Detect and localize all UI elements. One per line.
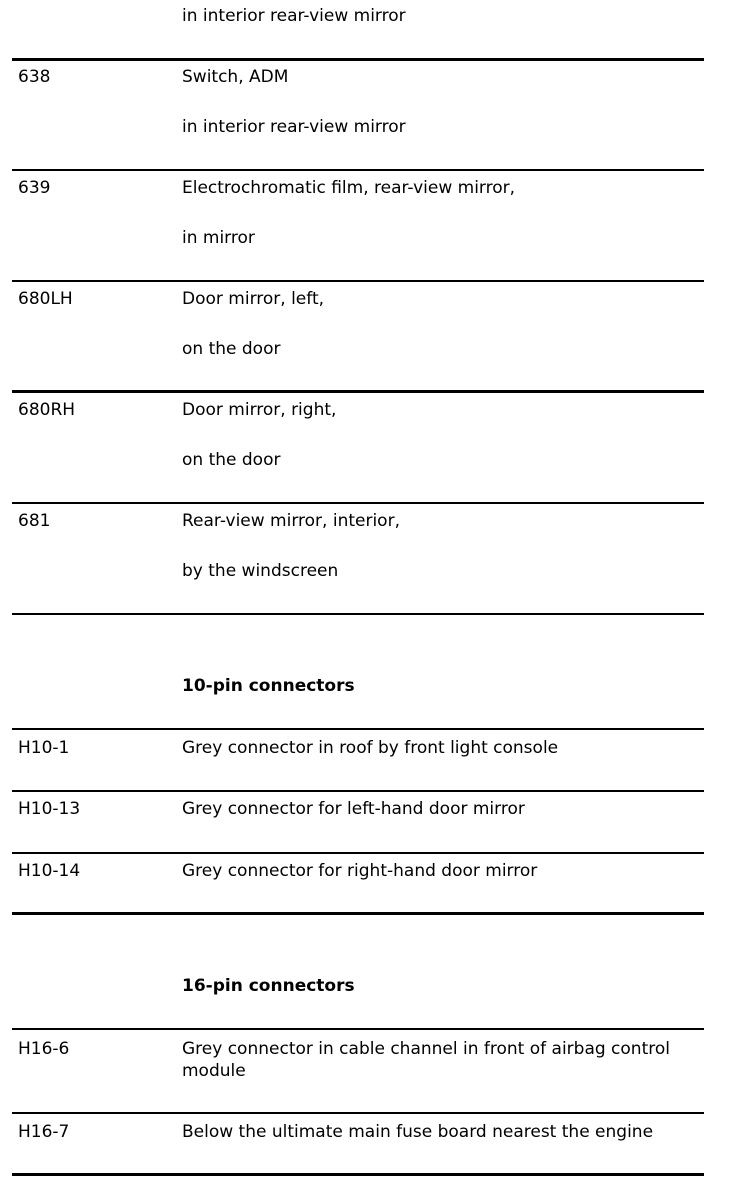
row-divider [12, 1112, 704, 1114]
component-location: on the door [182, 450, 281, 470]
row-divider [12, 790, 704, 792]
component-description: Switch, ADM [182, 67, 289, 87]
connector-description: Grey connector in roof by front light console [182, 738, 559, 758]
row-divider [12, 169, 704, 171]
component-code: 639 [18, 178, 51, 198]
section-heading-16pin: 16-pin connectors [182, 976, 355, 996]
connector-description: Below the ultimate main fuse board nearest the engine [182, 1122, 654, 1142]
connector-description: Grey connector for left-hand door mirror [182, 799, 525, 819]
row-divider [12, 912, 704, 915]
component-location: in mirror [182, 228, 255, 248]
section-heading-10pin: 10-pin connectors [182, 676, 355, 696]
component-description: Electrochromatic film, rear-view mirror, [182, 178, 516, 198]
component-location: in interior rear-view mirror [182, 117, 406, 137]
connector-code: H10-13 [18, 799, 81, 819]
connector-code: H10-1 [18, 738, 70, 758]
connector-code: H10-14 [18, 861, 81, 881]
connector-code: H16-7 [18, 1122, 70, 1142]
connector-code: H16-6 [18, 1039, 70, 1059]
component-description: Door mirror, right, [182, 400, 337, 420]
component-location: by the windscreen [182, 561, 339, 581]
row-divider [12, 1173, 704, 1176]
connector-description: Grey connector for right-hand door mirror [182, 861, 538, 881]
component-code: 638 [18, 67, 51, 87]
connector-description: Grey connector in cable channel in front of airbag control module [182, 1039, 670, 1081]
row-divider [12, 1028, 704, 1030]
component-description: Rear-view mirror, interior, [182, 511, 400, 531]
component-description: Door mirror, left, [182, 289, 325, 309]
row-divider [12, 280, 704, 282]
component-code: 680LH [18, 289, 73, 309]
row-location: in interior rear-view mirror [182, 6, 406, 26]
row-divider [12, 613, 704, 615]
component-code: 681 [18, 511, 51, 531]
row-divider [12, 728, 704, 730]
component-code: 680RH [18, 400, 76, 420]
row-divider [12, 852, 704, 854]
row-divider [12, 390, 704, 393]
component-location: on the door [182, 339, 281, 359]
row-divider [12, 502, 704, 504]
row-divider [12, 58, 704, 61]
